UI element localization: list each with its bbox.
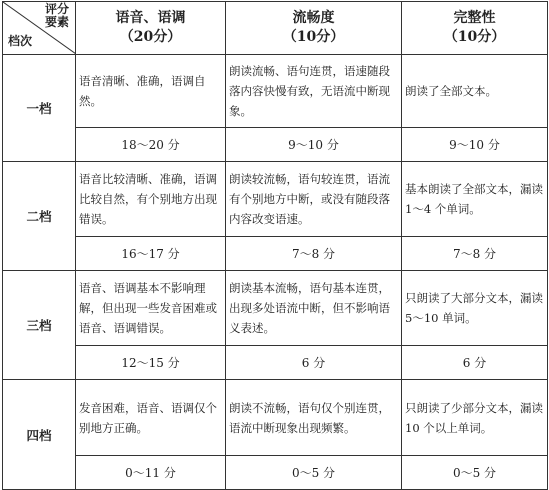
- level-score-fluency: 0～5 分: [226, 456, 402, 490]
- level-row-2-score: [3, 237, 548, 271]
- level-row-2-desc: [3, 162, 548, 237]
- level-score-completeness: 0～5 分: [402, 456, 548, 490]
- level-name: 一档: [3, 55, 76, 162]
- level-score-pronunciation: 0～11 分: [76, 456, 226, 490]
- level-desc-completeness: 只朗读了大部分文本，漏读 5～10 单词。: [402, 271, 548, 346]
- level-score-pronunciation: 18～20 分: [76, 128, 226, 162]
- level-desc-fluency: 朗读不流畅，语句仅个别连贯，语流中断现象出现频繁。: [226, 380, 402, 456]
- level-desc-pronunciation: 语音清晰、准确，语调自然。: [76, 55, 226, 128]
- level-desc-pronunciation: 发音困难，语音、语调仅个别地方正确。: [76, 380, 226, 456]
- column-header-completeness: [402, 2, 548, 55]
- column-points: （20分）: [119, 29, 182, 45]
- header-row: [3, 2, 548, 55]
- level-score-pronunciation: 12～15 分: [76, 346, 226, 380]
- level-score-completeness: 6 分: [402, 346, 548, 380]
- column-title: 流畅度: [292, 10, 335, 26]
- level-score-fluency: 7～8 分: [226, 237, 402, 271]
- level-row-1-desc: [3, 55, 548, 128]
- column-title: 语音、语调: [115, 10, 186, 26]
- level-name: 二档: [3, 162, 76, 271]
- level-desc-fluency: 朗读流畅、语句连贯，语速随段落内容快慢有致，无语流中断现象。: [226, 55, 402, 128]
- level-row-3-score: [3, 346, 548, 380]
- criteria-label: [45, 3, 69, 29]
- level-row-4-score: [3, 456, 548, 490]
- column-title: 完整性: [453, 10, 496, 26]
- corner-header-cell: [3, 2, 76, 55]
- column-header-fluency: [226, 2, 402, 55]
- column-points: （10分）: [443, 29, 506, 45]
- level-score-completeness: 9～10 分: [402, 128, 548, 162]
- level-label: 档次: [8, 34, 33, 48]
- level-row-4-desc: [3, 380, 548, 456]
- column-header-pronunciation: [76, 2, 226, 55]
- level-desc-completeness: 只朗读了少部分文本，漏读 10 个以上单词。: [402, 380, 548, 456]
- level-name: 四档: [3, 380, 76, 490]
- criteria-label-line2: 要素: [44, 15, 69, 29]
- scoring-rubric-table: [2, 1, 548, 490]
- level-name: 三档: [3, 271, 76, 380]
- level-score-completeness: 7～8 分: [402, 237, 548, 271]
- level-row-1-score: [3, 128, 548, 162]
- criteria-label-line1: 评分: [44, 2, 69, 16]
- level-desc-fluency: 朗读较流畅，语句较连贯，语流有个别地方中断，或没有随段落内容改变语速。: [226, 162, 402, 237]
- level-score-fluency: 9～10 分: [226, 128, 402, 162]
- level-score-fluency: 6 分: [226, 346, 402, 380]
- level-desc-pronunciation: 语音、语调基本不影响理解，但出现一些发音困难或语音、语调错误。: [76, 271, 226, 346]
- level-desc-fluency: 朗读基本流畅，语句基本连贯，出现多处语流中断，但不影响语义表述。: [226, 271, 402, 346]
- level-desc-completeness: 基本朗读了全部文本，漏读 1～4 个单词。: [402, 162, 548, 237]
- level-desc-pronunciation: 语音比较清晰、准确，语调比较自然，有个别地方出现错误。: [76, 162, 226, 237]
- column-points: （10分）: [282, 29, 345, 45]
- level-row-3-desc: [3, 271, 548, 346]
- level-desc-completeness: 朗读了全部文本。: [402, 55, 548, 128]
- level-score-pronunciation: 16～17 分: [76, 237, 226, 271]
